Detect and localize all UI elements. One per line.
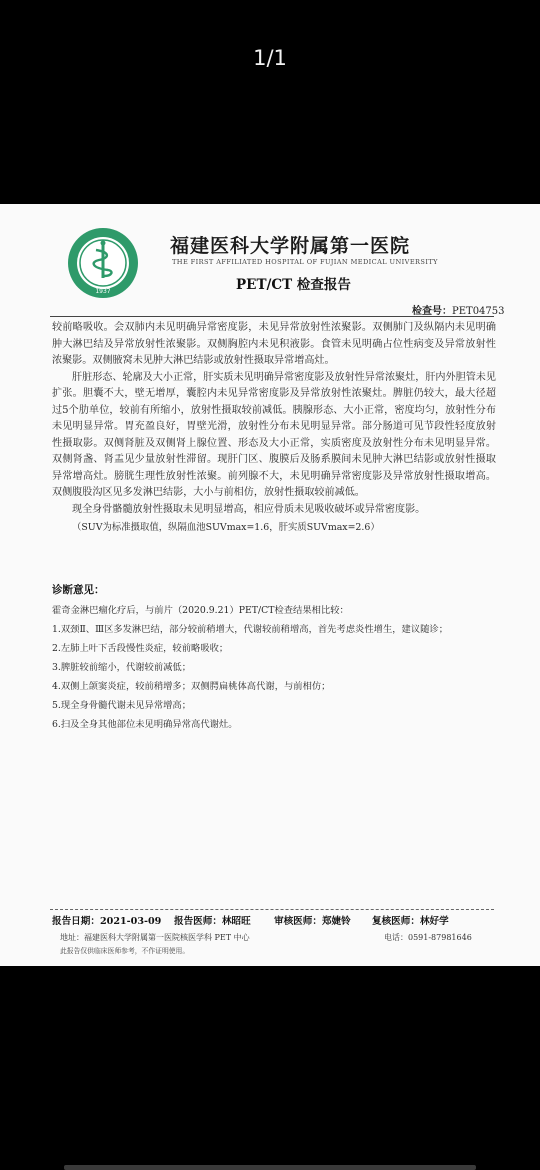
address: 地址：福建医科大学附属第一医院核医学科 PET 中心 [60, 933, 250, 942]
diagnosis-item: 5.现全身骨髓代谢未见异常增高； [52, 700, 192, 711]
findings-paragraph-chest: 较前略吸收。会双肺内未见明确异常密度影，未见异常放射性浓聚影。双侧肺门及纵隔内未见明确肿大淋巴结及异常放射性浓聚影。双侧胸腔内未见积液影。食管未见明确占位性病变及异常放射性浓聚影。双侧腋窝未见肿大淋巴结影或放射性摄取异常增高灶。 [52, 322, 496, 366]
disclaimer: 此报告仅供临床医师参考，不作证明使用。 [60, 947, 190, 955]
rechecking-physician: 复核医师：林好学 [372, 916, 449, 927]
page-counter: 1/1 [253, 46, 287, 70]
diagnosis-item: 6.扫及全身其他部位未见明确异常高代谢灶。 [52, 719, 238, 730]
report-title: PET/CT 检查报告 [236, 277, 351, 293]
viewer-top-bar [0, 0, 540, 204]
footer-divider [50, 909, 494, 910]
hospital-name-cn: 福建医科大学附属第一医院 [170, 235, 411, 257]
svg-text:1937: 1937 [95, 288, 111, 295]
diagnosis-intro: 霍奇金淋巴瘤化疗后，与前片（2020.9.21）PET/CT检查结果相比较： [52, 605, 349, 616]
diagnosis-title: 诊断意见： [52, 584, 105, 596]
diagnosis-item: 3.脾脏较前缩小，代谢较前减低； [52, 662, 192, 673]
hospital-logo-icon [66, 226, 140, 300]
exam-number-label: 检查号： [412, 306, 452, 317]
diagnosis-item: 1.双颈Ⅱ、Ⅲ区多发淋巴结，部分较前稍增大，代谢较前稍增高，首先考虑炎性增生，建议随诊； [52, 624, 449, 635]
reviewing-physician: 审核医师：郑婕铃 [274, 916, 351, 927]
hospital-name-en: THE FIRST AFFILIATED HOSPITAL OF FUJIAN MEDICAL UNIVERSITY [172, 258, 438, 266]
exam-number-value: PET04753 [452, 306, 505, 317]
diagnosis-item: 2.左肺上叶下舌段慢性炎症，较前略吸收； [52, 643, 229, 654]
diagnosis-item: 4.双侧上颌窦炎症，较前稍增多；双侧腭扁桃体高代谢，与前相仿； [52, 681, 331, 692]
exam-number [412, 302, 505, 317]
home-indicator-bar[interactable] [64, 1165, 476, 1170]
reporting-physician: 报告医师：林昭旺 [174, 916, 251, 927]
suv-note: （SUV为标准摄取值，纵隔血池SUVmax=1.6，肝实质SUVmax=2.6） [72, 522, 380, 533]
findings-paragraph-abdomen: 肝脏形态、轮廓及大小正常，肝实质未见明确异常密度影及放射性异常浓聚灶，肝内外胆管未见扩张。胆囊不大，壁无增厚，囊腔内未见异常密度影及异常放射性浓聚灶。脾脏仍较大，最大径超过5个肋单位，较前有所缩小，放射性摄取较前减低。胰腺形态、大小正常，密度均匀，放射性分布未见明显异常。胃充盈良好，胃壁光滑，放射性分布未见明显异常。部分肠道可见节段性轻度放射性摄取影。双侧肾脏及双侧肾上腺位置、形态及大小正常，实质密度及放射性分布未见明显异常。双侧肾盏、肾盂见少量放射性滞留。现肝门区、腹膜后及肠系膜间未见肿大淋巴结影或放射性摄取异常增高灶。膀胱生理性放射性浓聚。前列腺不大，未见明确异常密度影及异常放射性摄取增高。双侧腹股沟区见多发淋巴结影，大小与前相仿，放射性摄取较前减低。 [52, 371, 496, 498]
report-date: 报告日期：2021-03-09 [52, 916, 162, 927]
findings-paragraph-bone: 现全身骨骼髓放射性摄取未见明显增高，相应骨质未见吸收破坏或异常密度影。 [72, 503, 426, 515]
findings-section [52, 320, 496, 537]
phone: 电话：0591-87981646 [384, 933, 472, 942]
report-document[interactable] [0, 204, 540, 966]
header-divider [50, 316, 494, 317]
diagnosis-section [52, 601, 512, 734]
